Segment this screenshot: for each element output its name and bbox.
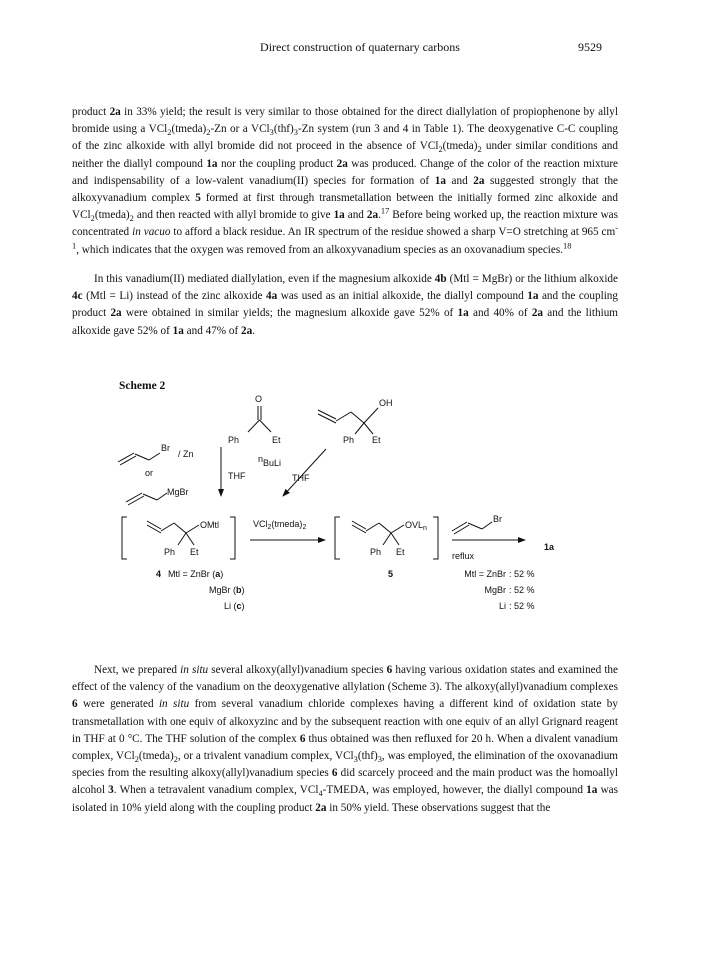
buli-label: BuLi <box>263 458 282 468</box>
alkoxyvanadium-complex-structure <box>335 517 438 559</box>
oxygen-label: O <box>255 394 263 404</box>
phenyl-label: Ph <box>370 547 382 557</box>
phenyl-label: Ph <box>164 547 176 557</box>
yield-metal: Li <box>498 601 506 611</box>
scheme-label: Scheme 2 <box>119 380 166 392</box>
zinc-label: / Zn <box>178 449 194 459</box>
yield-value: : 52 % <box>509 569 535 579</box>
metal-definitions <box>168 569 245 611</box>
reflux-label: reflux <box>452 551 475 561</box>
mtl-row: MgBr (b) <box>209 585 245 595</box>
yield-value: : 52 % <box>509 601 535 611</box>
bromine-label: Br <box>493 514 502 524</box>
running-title: Direct construction of quaternary carbons <box>260 40 460 54</box>
compound-number-4: 4 <box>156 569 162 579</box>
mtl-row: Mtl = ZnBr (a) <box>168 569 224 579</box>
ethyl-label: Et <box>272 435 281 445</box>
scheme-2-diagram <box>100 392 620 637</box>
allyl-bromide-structure <box>452 514 502 534</box>
phenyl-label: Ph <box>343 435 355 445</box>
thf-label: THF <box>292 473 310 483</box>
paragraph-3: Next, we prepared in situ several alkoxy(allyl)vanadium species 6 having various oxidation states and examined the effect of the valency of the vanadium on the deoxygenative allylation (Scheme 3). The alkoxy(allyl)vanadium complexes 6 were generated in situ from several vanadium chloride complexes having a different kind of oxidation state by transmetallation with one equiv of alkoxyzinc and by the subsequent reaction with one equiv of an allyl Grignard reagent in THF at 0 °C. The THF solution of the complex 6 thus obtained was then refluxed for 20 h. When a divalent vanadium complex, $VCl_2(tmeda)_2$, or a trivalent vanadium complex, $VCl_3(thf)_3$, was employed, the elimination of the oxovanadium species from the resulting alkoxy(allyl)vanadium species 6 did scarcely proceed and the main product was the homoallyl alcohol 3. When a tetravalent vanadium complex, VCl$_4$-TMEDA, was employed, however, the diallyl compound 1a was isolated in 10% yield along with the coupling product 2a in 50% yield. These observations suggest that the <box>72 664 619 814</box>
paragraph-2: In this vanadium(II) mediated diallylation, even if the magnesium alkoxide 4b (Mtl = MgBr) or the lithium alkoxide 4c (Mtl = Li) instead of the zinc alkoxide 4a was used as an initial alkoxide, the diallyl compound 1a and the coupling product 2a were obtained in similar yields; the magnesium alkoxide gave 52% of 1a and 40% of 2a and the lithium alkoxide gave 52% of 1a and 47% of 2a. <box>72 273 618 337</box>
allyl-zinc-reagents <box>118 443 194 505</box>
paragraph-1: product 2a in 33% yield; the result is very similar to those obtained for the direct diallylation of propiophenone by allyl bromide using a $VCl_2(tmeda)_2-Zn$ or a $VCl_3(thf)_3-Zn$ system (run 3 and 4 in Table 1). The deoxygenative C-C coupling of the zinc alkoxide with allyl bromide did not proceed in the absence of $VCl_2(tmeda)_2$ under similar conditions and neither the diallyl compound 1a nor the coupling product 2a was produced. Change of the color of the reaction mixture and indispensability of a low-valent vanadium(II) species for formation of 1a and 2a suggested strongly that the alkoxyvanadium complex 5 formed at first through transmetallation between the initially formed zinc alkoxide and $VCl_2(tmeda)_2$ and then reacted with allyl bromide to give 1a and 2a.$^{17}$ Before being worked up, the reaction mixture was concentrated in vacuo to afford a black residue. An IR spectrum of the residue showed a sharp V=O stretching at 965 $cm^{-1}$, which indicates that the oxygen was removed from an alkoxyvanadium species as an oxovanadium species.$^{18}$ <box>72 106 619 256</box>
bromine-label: Br <box>161 443 170 453</box>
thf-label: THF <box>228 471 246 481</box>
compound-number-5: 5 <box>388 569 394 579</box>
ethyl-label: Et <box>372 435 381 445</box>
product-label: 1a <box>544 542 555 552</box>
phenyl-label: Ph <box>228 435 240 445</box>
yield-value: : 52 % <box>509 585 535 595</box>
ovl-label: $OVL_n$ <box>405 520 427 532</box>
hydroxyl-label: OH <box>379 398 393 408</box>
omtl-label: OMtl <box>200 520 219 530</box>
page-header <box>0 40 720 60</box>
yield-metal: Mtl = ZnBr <box>464 569 506 579</box>
yield-metal: MgBr <box>484 585 506 595</box>
vcl2-reagent-label: $VCl_2(tmeda)_2$ <box>253 519 307 531</box>
propiophenone-structure <box>228 394 281 445</box>
allyl-alcohol-structure <box>318 398 393 445</box>
buli-superscript: n <box>258 454 264 464</box>
yield-table <box>464 569 534 611</box>
ethyl-label: Et <box>190 547 199 557</box>
page-number: 9529 <box>578 40 602 54</box>
magnesium-bromide-label: MgBr <box>167 487 189 497</box>
mtl-row: Li (c) <box>224 601 245 611</box>
alkoxide-structure <box>122 517 235 559</box>
ethyl-label: Et <box>396 547 405 557</box>
or-label: or <box>145 468 154 478</box>
